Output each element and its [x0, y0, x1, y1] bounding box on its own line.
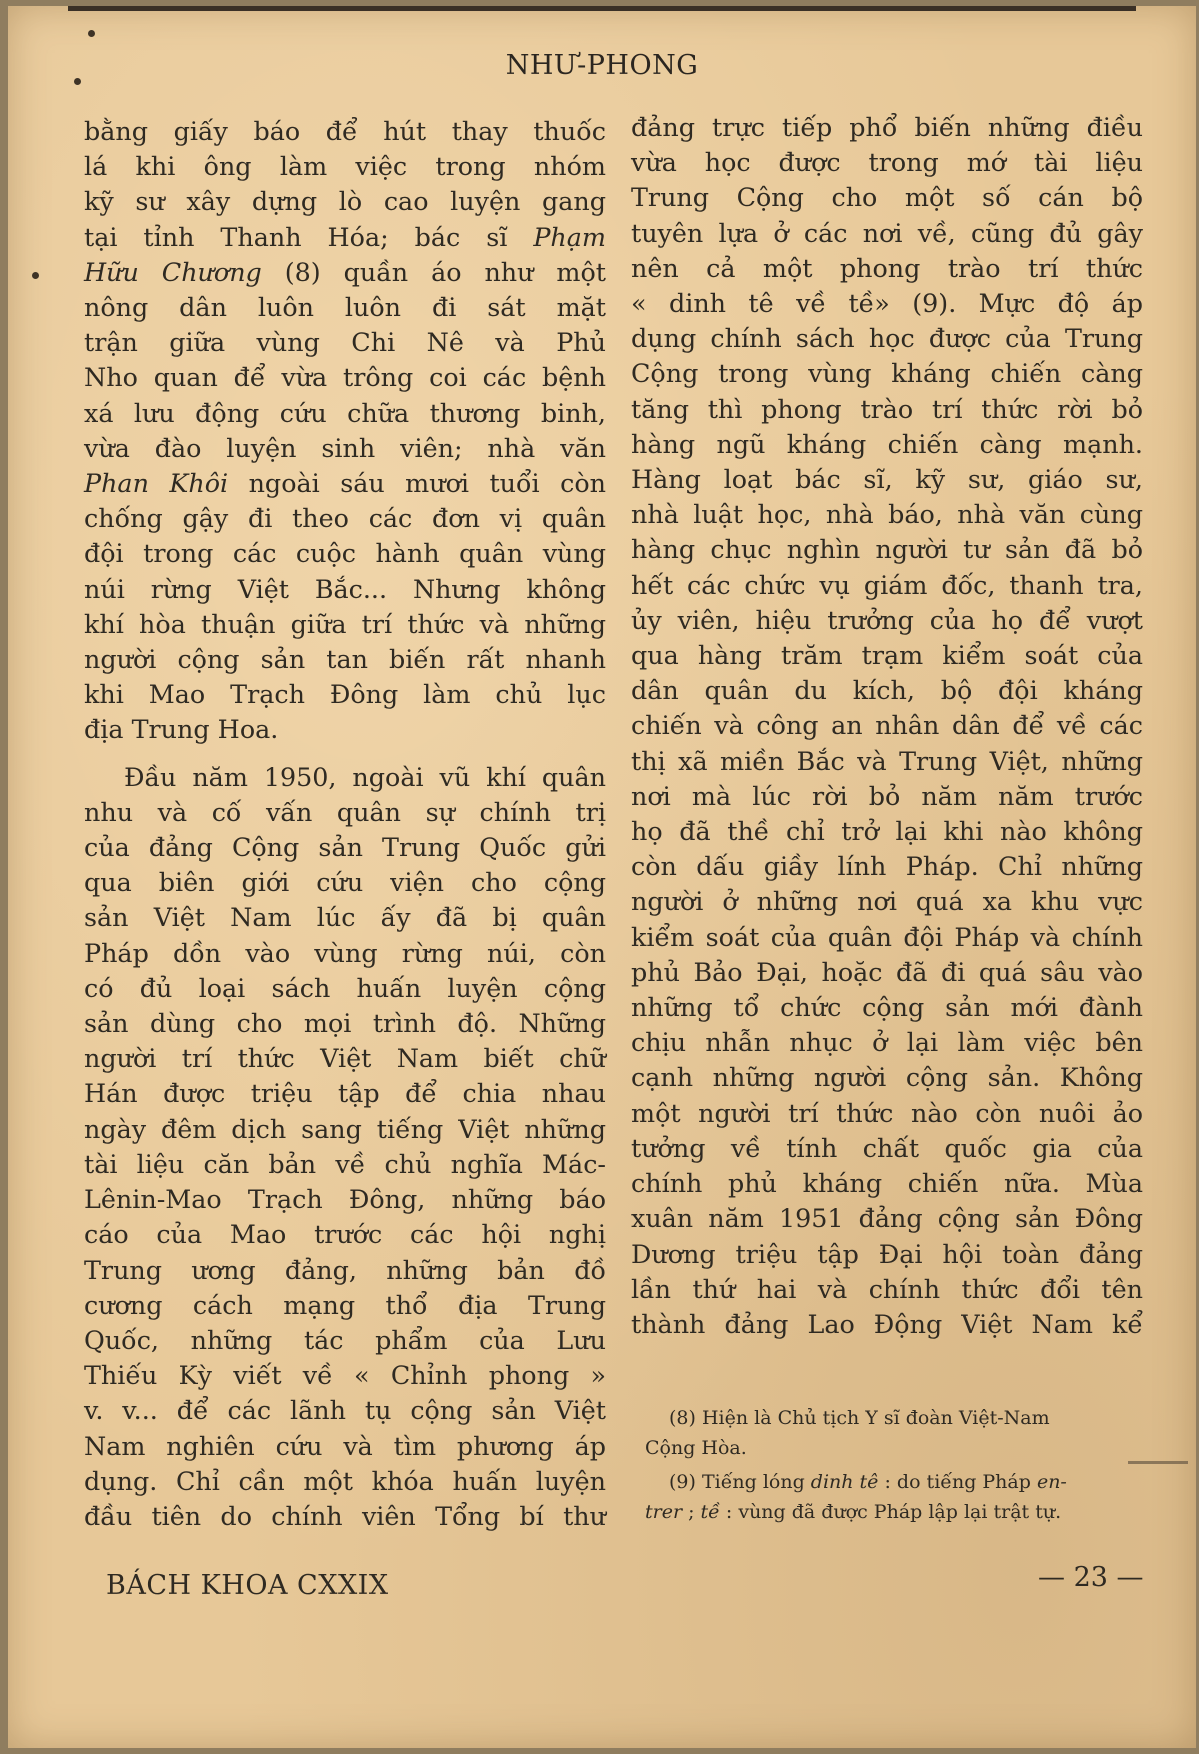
- text-line: « dinh tê về tề» (9). Mực độ áp: [631, 288, 1143, 319]
- text-line: chịu nhẫn nhục ở lại làm việc bên: [631, 1027, 1143, 1058]
- text-line: trận giữa vùng Chi Nê và Phủ: [84, 327, 606, 358]
- text-line: dụng chính sách học được của Trung: [631, 323, 1143, 354]
- text-line: chống gậy đi theo các đơn vị quân: [84, 503, 606, 534]
- text-line: vừa đào luyện sinh viên; nhà văn: [84, 432, 606, 463]
- text-line: Nam nghiên cứu và tìm phương áp: [84, 1430, 606, 1461]
- left-column: [84, 114, 606, 1534]
- text-line: Hán được triệu tập để chia nhau: [84, 1078, 606, 1109]
- top-edge-rule: [68, 6, 1136, 11]
- text-line: người trí thức Việt Nam biết chữ: [84, 1043, 606, 1074]
- text-line: vừa học được trong mớ tài liệu: [631, 147, 1143, 178]
- text-line: cạnh những người cộng sản. Không: [631, 1062, 1143, 1093]
- text-line: bằng giấy báo để hút thay thuốc: [84, 116, 606, 146]
- text-line: Đầu năm 1950, ngoài vũ khí quân: [124, 761, 606, 792]
- footnote-9: [645, 1467, 1145, 1527]
- running-header: NHƯ-PHONG: [505, 50, 699, 81]
- text-line: tưởng về tính chất quốc gia của: [631, 1132, 1143, 1163]
- text-line: Pháp dồn vào vùng rừng núi, còn: [84, 937, 606, 968]
- text-line: tài liệu căn bản về chủ nghĩa Mác-: [84, 1148, 606, 1179]
- text-line: Nho quan để vừa trông coi các bệnh: [84, 362, 606, 393]
- text-line: có đủ loại sách huấn luyện cộng: [84, 972, 606, 1003]
- text-line: nơi mà lúc rời bỏ năm năm trước: [631, 780, 1143, 811]
- text-line: kỹ sư xây dựng lò cao luyện gang: [84, 186, 606, 217]
- text-line: đội trong các cuộc hành quân vùng: [84, 538, 606, 569]
- punch-mark: [32, 272, 39, 279]
- right-column: [631, 110, 1143, 1342]
- footnote-text: (9) Tiếng lóng: [669, 1471, 811, 1493]
- text-line: những tổ chức cộng sản mới đành: [631, 992, 1143, 1023]
- footnote-term: dinh tê: [810, 1471, 879, 1493]
- page-number: — 23 —: [1038, 1562, 1144, 1593]
- text-line: Hữu Chương (8) quần áo như một: [84, 256, 606, 287]
- text-line: Thiếu Kỳ viết về « Chỉnh phong »: [84, 1360, 606, 1391]
- footnote-term: trer: [645, 1501, 683, 1523]
- text-line: Dương triệu tập Đại hội toàn đảng: [631, 1238, 1143, 1269]
- text-line: kiểm soát của quân đội Pháp và chính: [631, 921, 1143, 952]
- text-line: khí hòa thuận giữa trí thức và những: [84, 608, 606, 639]
- text-line: hàng ngũ kháng chiến càng mạnh.: [631, 428, 1143, 459]
- text-line: lá khi ông làm việc trong nhóm: [84, 151, 606, 182]
- footnote-8: [645, 1403, 1145, 1463]
- text-line: sản dùng cho mọi trình độ. Những: [84, 1008, 606, 1039]
- text-line: Trung Cộng cho một số cán bộ: [631, 182, 1143, 213]
- text-line: nhà luật học, nhà báo, nhà văn cùng: [631, 499, 1143, 530]
- text-line: chiến và công an nhân dân để về các: [631, 710, 1143, 741]
- text-line: địa Trung Hoa.: [84, 714, 279, 745]
- footnote-text: ;: [682, 1501, 701, 1523]
- text-line: Cộng trong vùng kháng chiến càng: [631, 358, 1143, 389]
- publication-footer: BÁCH KHOA CXXIX: [106, 1570, 389, 1601]
- text-line: ngày đêm dịch sang tiếng Việt những: [84, 1113, 606, 1144]
- text-line: dụng. Chỉ cần một khóa huấn luyện: [84, 1465, 606, 1496]
- text-line: dân quân du kích, bộ đội kháng: [631, 675, 1143, 706]
- text-line: núi rừng Việt Bắc... Nhưng không: [84, 573, 606, 604]
- text-line: qua hàng trăm trạm kiểm soát của: [631, 640, 1143, 671]
- page-sheet: [8, 6, 1196, 1748]
- footnote-term: en-: [1036, 1471, 1067, 1493]
- text-line: qua biên giới cứu viện cho cộng: [84, 867, 606, 898]
- text-line: v. v... để các lãnh tụ cộng sản Việt: [84, 1395, 606, 1426]
- text-line: tại tỉnh Thanh Hóa; bác sĩ Phạm: [84, 221, 606, 252]
- text-line: nông dân luôn luôn đi sát mặt: [84, 292, 606, 323]
- text-line: người ở những nơi quá xa khu vực: [631, 886, 1143, 917]
- text-line: xuân năm 1951 đảng cộng sản Đông: [631, 1203, 1143, 1234]
- footnote-text: (8) Hiện là Chủ tịch Y sĩ đoàn Việt-Nam: [669, 1407, 1050, 1429]
- text-line: đảng trực tiếp phổ biến những điều: [631, 112, 1143, 142]
- text-line: nên cả một phong trào trí thức: [631, 252, 1143, 283]
- text-line: họ đã thề chỉ trở lại khi nào không: [631, 816, 1143, 847]
- text-line: Lênin-Mao Trạch Đông, những báo: [84, 1184, 606, 1215]
- text-line: của đảng Cộng sản Trung Quốc gửi: [84, 832, 606, 863]
- text-line: sản Việt Nam lúc ấy đã bị quân: [84, 902, 606, 933]
- text-line: hết các chức vụ giám đốc, thanh tra,: [631, 569, 1143, 600]
- footnote-term: tề: [700, 1501, 720, 1523]
- text-line: cương cách mạng thổ địa Trung: [84, 1289, 606, 1320]
- text-line: còn dấu giầy lính Pháp. Chỉ những: [631, 851, 1143, 882]
- text-line: tăng thì phong trào trí thức rời bỏ: [631, 393, 1143, 424]
- footnotes: [645, 1403, 1145, 1531]
- text-line: thành đảng Lao Động Việt Nam kể: [631, 1308, 1143, 1339]
- footnote-text: : do tiếng Pháp: [878, 1471, 1037, 1493]
- text-line: một người trí thức nào còn nuôi ảo: [631, 1097, 1143, 1128]
- text-line: xá lưu động cứu chữa thương binh,: [84, 397, 606, 428]
- text-line: thị xã miền Bắc và Trung Việt, những: [631, 745, 1143, 776]
- text-line: tuyên lựa ở các nơi về, cũng đủ gây: [631, 217, 1143, 248]
- text-line: lần thứ hai và chính thức đổi tên: [631, 1273, 1143, 1304]
- footnote-text: : vùng đã được Pháp lập lại trật tự.: [719, 1501, 1062, 1523]
- text-line: hàng chục nghìn người tư sản đã bỏ: [631, 534, 1143, 565]
- text-line: cáo của Mao trước các hội nghị: [84, 1219, 606, 1250]
- text-line: đầu tiên do chính viên Tổng bí thư: [84, 1500, 606, 1531]
- text-line: nhu và cố vấn quân sự chính trị: [84, 796, 606, 827]
- text-line: người cộng sản tan biến rất nhanh: [84, 644, 606, 675]
- text-line: ủy viên, hiệu trưởng của họ để vượt: [631, 604, 1143, 635]
- text-line: Phan Khôi ngoài sáu mươi tuổi còn: [84, 468, 606, 499]
- text-line: khi Mao Trạch Đông làm chủ lục: [84, 679, 606, 710]
- text-line: Quốc, những tác phẩm của Lưu: [84, 1324, 606, 1355]
- punch-mark: [88, 30, 95, 37]
- footnote-text: Cộng Hòa.: [645, 1437, 747, 1459]
- text-line: Hàng loạt bác sĩ, kỹ sư, giáo sư,: [631, 464, 1143, 495]
- text-line: phủ Bảo Đại, hoặc đã đi quá sâu vào: [631, 956, 1143, 987]
- text-line: chính phủ kháng chiến nữa. Mùa: [631, 1168, 1143, 1199]
- text-line: Trung ương đảng, những bản đồ: [84, 1254, 606, 1285]
